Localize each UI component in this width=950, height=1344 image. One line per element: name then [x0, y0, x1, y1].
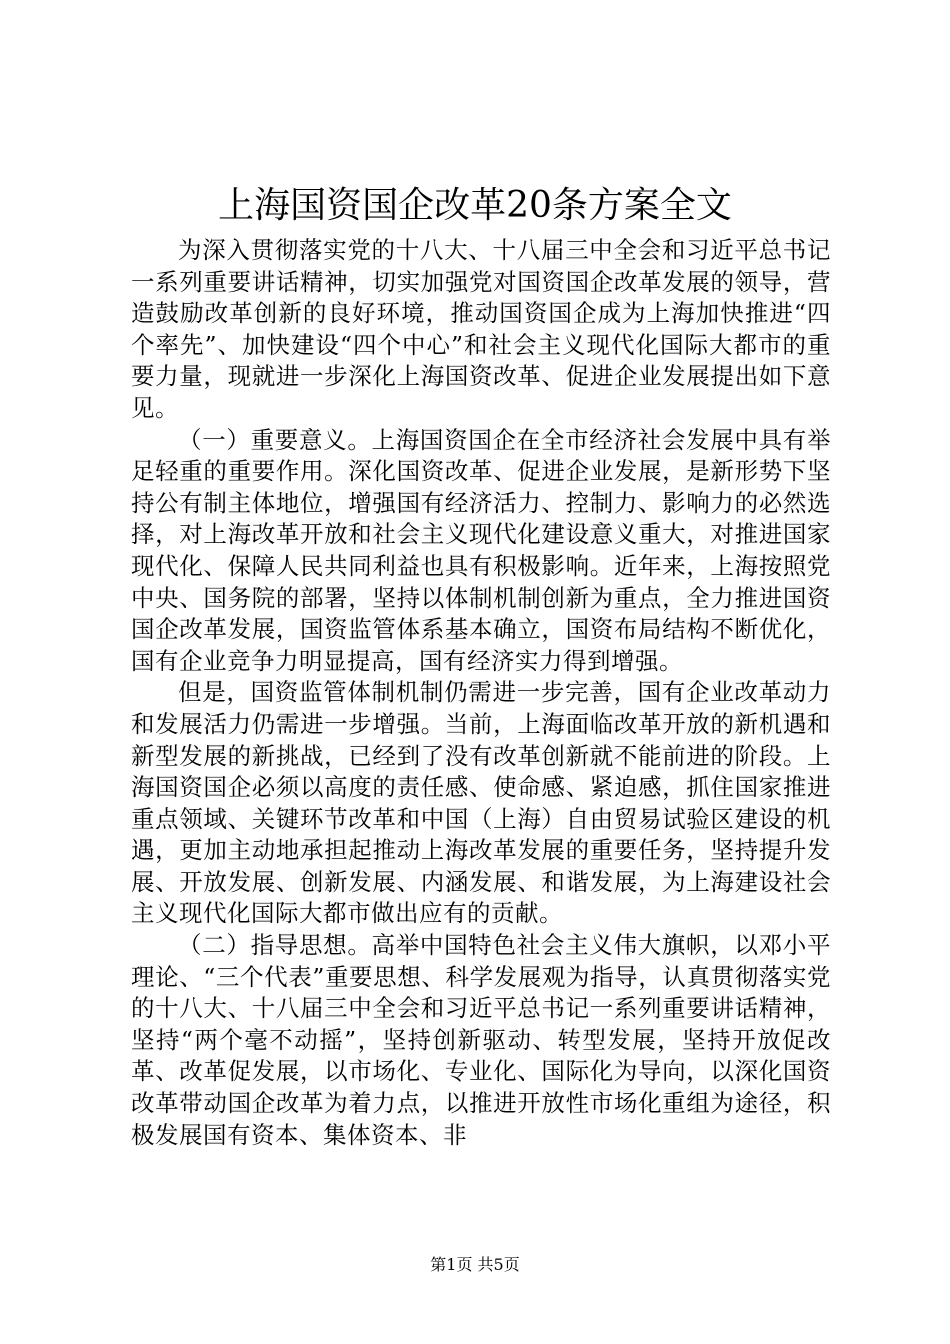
document-body — [131, 235, 831, 1151]
page-number-footer: 第1页 共5页 — [430, 1255, 520, 1274]
document-title: 上海国资国企改革20条方案全文 — [218, 185, 732, 226]
paragraph-guiding-thought: （二）指导思想。高举中国特色社会主义伟大旗帜，以邓小平理论、“三个代表”重要思想、科学发展观为指导，认真贯彻落实党的十八大、十八届三中全会和习近平总书记一系列重要讲话精神，坚持“两个毫不动摇”，坚持创新驱动、转型发展，坚持开放促改革、改革促发展，以市场化、专业化、国际化为导向，以深化国资改革带动国企改革为着力点，以推进开放性市场化重组为途径，积极发展国有资本、集体资本、非 — [131, 931, 831, 1149]
paragraph-challenges: 但是，国资监管体制机制仍需进一步完善，国有企业改革动力和发展活力仍需进一步增强。当前，上海面临改革开放的新机遇和新型发展的新挑战，已经到了没有改革创新就不能前进的阶段。上海国资国企必须以高度的责任感、使命感、紧迫感，抓住国家推进重点领域、关键环节改革和中国（上海）自由贸易试验区建设的机遇，更加主动地承担起推动上海改革发展的重要任务，坚持提升发展、开放发展、创新发展、内涵发展、和谐发展，为上海建设社会主义现代化国际大都市做出应有的贡献。 — [131, 678, 831, 928]
paragraph-significance: （一）重要意义。上海国资国企在全市经济社会发展中具有举足轻重的重要作用。深化国资改革、促进企业发展，是新形势下坚持公有制主体地位，增强国有经济活力、控制力、影响力的必然选择，对上海改革开放和社会主义现代化建设意义重大，对推进国家现代化、保障人民共同利益也具有积极影响。近年来，上海按照党中央、国务院的部署，坚持以体制机制创新为重点，全力推进国资国企改革发展，国资监管体系基本确立，国资布局结构不断优化，国有企业竞争力明显提高，国有经济实力得到增强。 — [131, 425, 831, 675]
paragraph-intro: 为深入贯彻落实党的十八大、十八届三中全会和习近平总书记一系列重要讲话精神，切实加强党对国资国企改革发展的领导，营造鼓励改革创新的良好环境，推动国资国企成为上海加快推进“四个率先”、加快建设“四个中心”和社会主义现代化国际大都市的重要力量，现就进一步深化上海国资改革、促进企业发展提出如下意见。 — [131, 236, 831, 422]
